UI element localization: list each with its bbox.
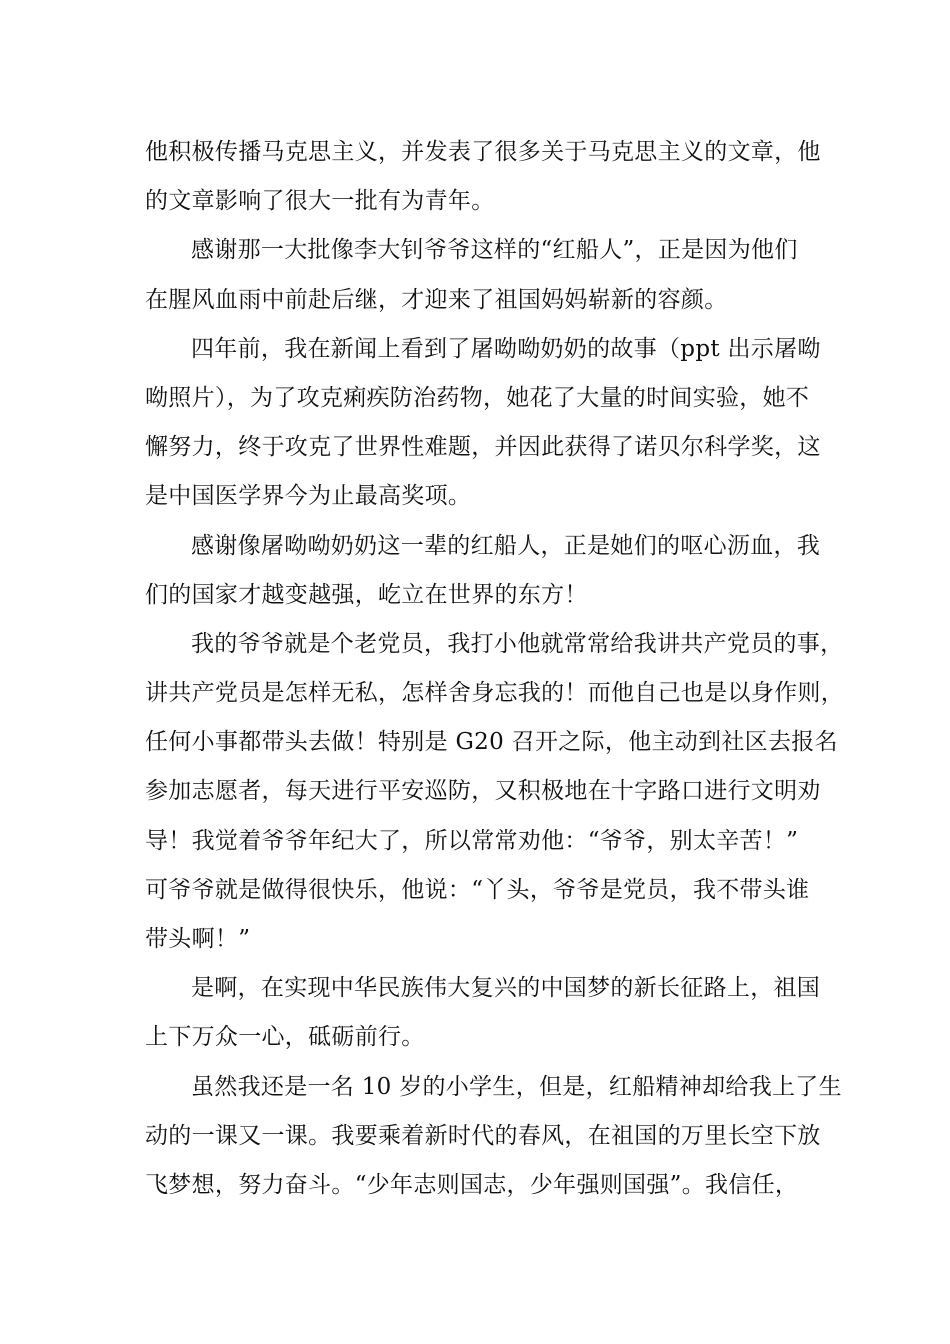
text-line: 飞梦想，努力奋斗。“少年志则国志，少年强则国强”。我信任，: [145, 1171, 799, 1198]
text-line: 任何小事都带头去做！特别是 G20 召开之际，他主动到社区去报名: [145, 729, 838, 756]
text-line: 是中国医学界今为止最高奖项。: [145, 483, 472, 510]
text-line: 是啊，在实现中华民族伟大复兴的中国梦的新长征路上，祖国: [191, 975, 821, 1002]
text-line: 虽然我还是一名 10 岁的小学生，但是，红船精神却给我上了生: [191, 1073, 842, 1100]
text-line: 动的一课又一课。我要乘着新时代的春风，在祖国的万里长空下放: [145, 1122, 821, 1149]
text-line: 感谢像屠呦呦奶奶这一辈的红船人，正是她们的呕心沥血，我: [191, 532, 821, 559]
text-line: 们的国家才越变越强，屹立在世界的东方！: [145, 581, 588, 608]
text-line: 上下万众一心，砥砺前行。: [145, 1024, 425, 1051]
text-line: 的文章影响了很大一批有为青年。: [145, 188, 495, 215]
text-line: 我的爷爷就是个老党员，我打小他就常常给我讲共产党员的事，: [191, 630, 844, 657]
text-line: 呦照片），为了攻克痢疾防治药物，她花了大量的时间实验，她不: [145, 384, 810, 411]
text-line: 四年前，我在新闻上看到了屠呦呦奶奶的故事（ppt 出示屠呦: [191, 335, 821, 362]
document-body: [145, 128, 844, 1210]
text-line: 懈努力，终于攻克了世界性难题，并因此获得了诺贝尔科学奖，这: [145, 434, 821, 461]
text-line: 可爷爷就是做得很快乐，他说：“丫头，爷爷是党员，我不带头谁: [145, 876, 810, 903]
text-line: 讲共产党员是怎样无私，怎样舍身忘我的！而他自己也是以身作则，: [145, 680, 844, 707]
text-line: 导！我觉着爷爷年纪大了，所以常常劝他：“爷爷，别太辛苦！”: [145, 827, 799, 854]
text-line: 他积极传播马克思主义，并发表了很多关于马克思主义的文章，他: [145, 139, 821, 165]
text-line: 参加志愿者，每天进行平安巡防，又积极地在十字路口进行文明劝: [145, 778, 821, 805]
text-line: 带头啊！”: [145, 926, 251, 952]
text-line: 感谢那一大批像李大钊爷爷这样的“红船人”，正是因为他们: [191, 237, 798, 264]
text-line: 在腥风血雨中前赴后继，才迎来了祖国妈妈崭新的容颜。: [145, 286, 728, 313]
